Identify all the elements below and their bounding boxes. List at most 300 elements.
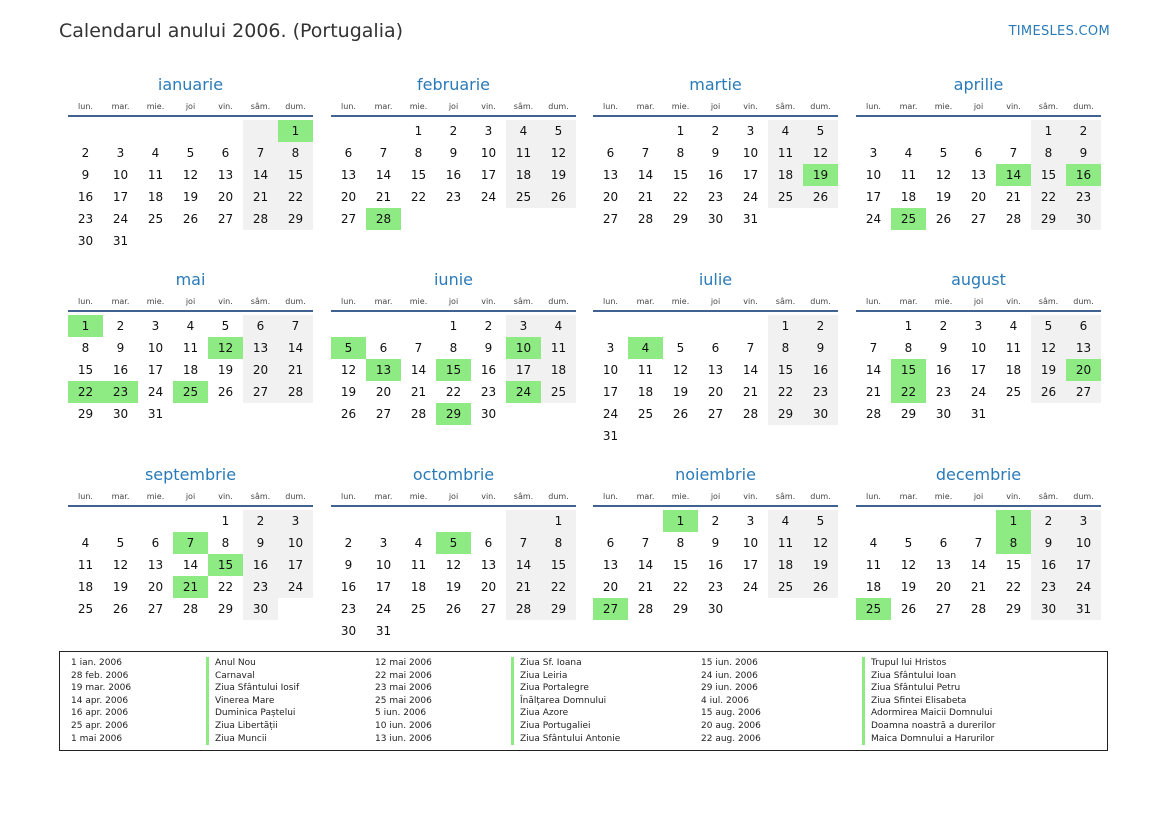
day-cell: 11	[900, 168, 917, 182]
day-cell: 3	[379, 536, 388, 550]
day-grid	[331, 120, 576, 230]
day-cell: 30	[1031, 598, 1066, 620]
month-name: iunie	[433, 270, 473, 289]
day-cell: 19	[672, 385, 689, 399]
weekday-label: vin.	[481, 491, 496, 501]
legend-date: 28 feb. 2006	[71, 670, 129, 681]
weekday-label: lun.	[866, 296, 881, 306]
day-cell: 8	[414, 146, 423, 160]
legend-name-column	[206, 657, 299, 745]
day-cell: 26	[1031, 381, 1066, 403]
empty-cell	[926, 510, 961, 532]
weekday-label: mar.	[111, 101, 130, 111]
month-name: ianuarie	[157, 75, 224, 94]
brand-link[interactable]: TIMESLES.COM	[1008, 24, 1110, 39]
empty-cell	[401, 315, 436, 337]
day-cell: 13	[480, 558, 497, 572]
day-cell: 15	[672, 168, 689, 182]
day-cell: 9	[484, 341, 493, 355]
day-cell: 3	[151, 319, 160, 333]
day-cell: 18	[865, 580, 882, 594]
empty-cell	[103, 120, 138, 142]
month-iulie	[593, 268, 838, 447]
empty-cell	[243, 120, 278, 142]
empty-cell	[891, 120, 926, 142]
day-cell: 30	[707, 602, 724, 616]
day-cell: 20	[707, 385, 724, 399]
empty-cell	[138, 120, 173, 142]
day-cell: 18	[77, 580, 94, 594]
day-cell: 23	[480, 385, 497, 399]
empty-cell	[366, 510, 401, 532]
weekday-label: joi	[710, 101, 721, 111]
weekday-label: sâm.	[1038, 491, 1059, 501]
weekday-label: vin.	[218, 491, 233, 501]
weekday-label: joi	[973, 491, 984, 501]
day-cell: 7	[243, 142, 278, 164]
day-cell: 11	[506, 142, 541, 164]
day-cell: 30	[243, 598, 278, 620]
empty-cell	[138, 510, 173, 532]
day-cell: 24	[742, 190, 759, 204]
empty-cell	[401, 510, 436, 532]
weekday-label: dum.	[810, 491, 831, 501]
legend-name-column	[862, 657, 996, 745]
day-cell: 12	[541, 142, 576, 164]
legend-holiday-name: Maica Domnului a Harurilor	[862, 733, 996, 746]
day-cell: 19	[900, 580, 917, 594]
day-cell: 25	[147, 212, 164, 226]
day-cell: 3	[746, 124, 755, 138]
day-cell: 9	[81, 168, 90, 182]
day-cell: 15	[1031, 164, 1066, 186]
weekday-label: sâm.	[1038, 296, 1059, 306]
weekday-header	[856, 487, 1101, 507]
day-cell: 28	[637, 212, 654, 226]
day-cell: 12	[445, 558, 462, 572]
weekday-label: mar.	[899, 491, 918, 501]
empty-cell	[961, 120, 996, 142]
weekday-label: vin.	[743, 296, 758, 306]
day-cell: 26	[340, 407, 357, 421]
legend-date: 12 mai 2006	[375, 658, 432, 668]
day-cell: 15	[768, 359, 803, 381]
day-grid	[331, 510, 576, 642]
legend-holiday-name: Anul Nou	[206, 657, 299, 670]
weekday-label: mie.	[671, 491, 690, 501]
day-cell: 23	[1066, 186, 1101, 208]
day-cell: 28	[410, 407, 427, 421]
weekday-label: lun.	[78, 296, 93, 306]
weekday-label: mie.	[671, 296, 690, 306]
holiday-day-cell: 1	[278, 120, 313, 142]
day-cell: 4	[151, 146, 160, 160]
empty-cell	[331, 315, 366, 337]
holiday-day-cell: 15	[891, 359, 926, 381]
day-cell: 4	[1009, 319, 1018, 333]
legend-date: 1 ian. 2006	[71, 658, 122, 668]
day-cell: 18	[182, 363, 199, 377]
empty-cell	[733, 315, 768, 337]
holiday-day-cell: 22	[891, 381, 926, 403]
empty-cell	[471, 510, 506, 532]
holiday-day-cell: 16	[1066, 164, 1101, 186]
weekday-label: mar.	[636, 296, 655, 306]
month-martie	[593, 73, 838, 230]
holiday-day-cell: 10	[506, 337, 541, 359]
day-cell: 31	[1066, 598, 1101, 620]
weekday-label: vin.	[218, 296, 233, 306]
weekday-label: mie.	[934, 101, 953, 111]
holiday-day-cell: 1	[996, 510, 1031, 532]
day-cell: 4	[869, 536, 878, 550]
day-cell: 19	[182, 190, 199, 204]
holiday-day-cell: 27	[593, 598, 628, 620]
month-name: iulie	[698, 270, 733, 289]
day-cell: 24	[112, 212, 129, 226]
day-cell: 18	[410, 580, 427, 594]
weekday-label: lun.	[603, 491, 618, 501]
day-cell: 28	[506, 598, 541, 620]
day-grid	[68, 510, 313, 620]
day-cell: 9	[243, 532, 278, 554]
weekday-label: lun.	[866, 101, 881, 111]
weekday-label: mar.	[374, 491, 393, 501]
empty-cell	[68, 510, 103, 532]
legend-date: 4 iul. 2006	[701, 695, 749, 706]
day-cell: 13	[217, 168, 234, 182]
day-cell: 7	[1009, 146, 1018, 160]
day-cell: 10	[602, 363, 619, 377]
day-cell: 16	[935, 363, 952, 377]
day-cell: 6	[151, 536, 160, 550]
legend-date: 19 mar. 2006	[71, 683, 132, 694]
day-cell: 4	[506, 120, 541, 142]
day-grid	[331, 315, 576, 425]
legend-date: 15 aug. 2006	[701, 708, 761, 719]
day-cell: 6	[379, 341, 388, 355]
day-cell: 13	[1066, 337, 1101, 359]
legend-date: 22 mai 2006	[375, 670, 432, 681]
day-cell: 25	[410, 602, 427, 616]
empty-cell	[926, 120, 961, 142]
holiday-day-cell: 28	[366, 208, 401, 230]
day-cell: 22	[445, 385, 462, 399]
day-cell: 4	[186, 319, 195, 333]
holiday-day-cell: 7	[173, 532, 208, 554]
day-cell: 7	[506, 532, 541, 554]
day-cell: 29	[900, 407, 917, 421]
day-cell: 28	[637, 602, 654, 616]
holiday-day-cell: 15	[436, 359, 471, 381]
day-cell: 15	[1005, 558, 1022, 572]
day-cell: 5	[676, 341, 685, 355]
day-cell: 25	[541, 381, 576, 403]
day-cell: 14	[410, 363, 427, 377]
day-cell: 25	[77, 602, 94, 616]
weekday-label: lun.	[866, 491, 881, 501]
month-mai	[68, 268, 313, 425]
month-noiembrie	[593, 463, 838, 620]
day-cell: 4	[414, 536, 423, 550]
weekday-label: mie.	[671, 101, 690, 111]
weekday-label: dum.	[285, 296, 306, 306]
holiday-day-cell: 20	[1066, 359, 1101, 381]
empty-cell	[593, 315, 628, 337]
day-cell: 20	[340, 190, 357, 204]
day-cell: 18	[506, 164, 541, 186]
day-cell: 5	[1031, 315, 1066, 337]
empty-cell	[366, 120, 401, 142]
day-cell: 25	[768, 186, 803, 208]
day-cell: 18	[768, 554, 803, 576]
weekday-label: vin.	[218, 101, 233, 111]
day-cell: 26	[900, 602, 917, 616]
day-cell: 17	[112, 190, 129, 204]
day-cell: 29	[77, 407, 94, 421]
day-cell: 16	[243, 554, 278, 576]
day-cell: 21	[410, 385, 427, 399]
holiday-day-cell: 1	[663, 510, 698, 532]
day-cell: 28	[1005, 212, 1022, 226]
day-cell: 21	[742, 385, 759, 399]
legend-date: 10 iun. 2006	[375, 720, 432, 731]
day-cell: 26	[803, 576, 838, 598]
day-cell: 16	[77, 190, 94, 204]
day-cell: 22	[410, 190, 427, 204]
day-cell: 24	[1066, 576, 1101, 598]
day-cell: 29	[1005, 602, 1022, 616]
weekday-header	[331, 487, 576, 507]
month-name: august	[951, 270, 1006, 289]
month-name: octombrie	[412, 465, 495, 484]
day-cell: 12	[900, 558, 917, 572]
day-cell: 20	[480, 580, 497, 594]
day-cell: 28	[865, 407, 882, 421]
day-cell: 20	[935, 580, 952, 594]
day-cell: 7	[974, 536, 983, 550]
day-cell: 12	[672, 363, 689, 377]
day-cell: 27	[602, 212, 619, 226]
holiday-day-cell: 29	[436, 403, 471, 425]
day-cell: 14	[637, 558, 654, 572]
weekday-header	[593, 97, 838, 117]
day-cell: 7	[278, 315, 313, 337]
weekday-label: mie.	[934, 296, 953, 306]
day-cell: 6	[243, 315, 278, 337]
month-iunie	[331, 268, 576, 425]
day-cell: 2	[449, 124, 458, 138]
day-cell: 11	[768, 142, 803, 164]
weekday-label: mie.	[146, 101, 165, 111]
day-cell: 10	[865, 168, 882, 182]
weekday-label: sâm.	[250, 296, 271, 306]
holiday-day-cell: 13	[366, 359, 401, 381]
weekday-header	[68, 292, 313, 312]
legend-date: 24 iun. 2006	[701, 670, 758, 681]
day-cell: 3	[1066, 510, 1101, 532]
day-cell: 20	[970, 190, 987, 204]
weekday-header	[593, 292, 838, 312]
day-cell: 26	[112, 602, 129, 616]
holiday-day-cell: 4	[628, 337, 663, 359]
day-cell: 16	[480, 363, 497, 377]
weekday-label: lun.	[341, 101, 356, 111]
day-cell: 6	[606, 536, 615, 550]
day-cell: 2	[484, 319, 493, 333]
legend-holiday-name: Ziua Sfântului Iosif	[206, 682, 299, 695]
day-cell: 17	[147, 363, 164, 377]
day-cell: 4	[768, 120, 803, 142]
day-cell: 19	[340, 385, 357, 399]
day-cell: 11	[541, 337, 576, 359]
legend-date-column	[701, 657, 761, 745]
day-cell: 21	[243, 186, 278, 208]
day-cell: 18	[541, 359, 576, 381]
weekday-header	[856, 97, 1101, 117]
day-cell: 1	[449, 319, 458, 333]
day-cell: 29	[672, 602, 689, 616]
day-cell: 28	[243, 208, 278, 230]
day-cell: 15	[541, 554, 576, 576]
weekday-label: lun.	[78, 491, 93, 501]
day-cell: 24	[742, 580, 759, 594]
day-cell: 25	[768, 576, 803, 598]
holiday-day-cell: 21	[173, 576, 208, 598]
empty-cell	[856, 120, 891, 142]
day-grid	[593, 120, 838, 230]
day-cell: 9	[803, 337, 838, 359]
day-cell: 11	[147, 168, 164, 182]
day-cell: 12	[182, 168, 199, 182]
legend-date-column	[375, 657, 432, 745]
weekday-label: dum.	[285, 101, 306, 111]
day-cell: 22	[1005, 580, 1022, 594]
weekday-label: mie.	[409, 101, 428, 111]
day-cell: 23	[935, 385, 952, 399]
day-cell: 13	[602, 168, 619, 182]
day-cell: 23	[707, 190, 724, 204]
day-cell: 22	[768, 381, 803, 403]
day-cell: 29	[672, 212, 689, 226]
day-grid	[593, 315, 838, 447]
weekday-label: joi	[710, 296, 721, 306]
day-cell: 11	[768, 532, 803, 554]
legend-holiday-name: Ziua Azore	[511, 707, 620, 720]
day-cell: 1	[1031, 120, 1066, 142]
day-cell: 23	[1031, 576, 1066, 598]
day-cell: 2	[939, 319, 948, 333]
weekday-label: sâm.	[513, 296, 534, 306]
legend-holiday-name: Ziua Sfântului Antonie	[511, 733, 620, 746]
day-cell: 13	[935, 558, 952, 572]
empty-cell	[628, 510, 663, 532]
day-cell: 31	[602, 429, 619, 443]
day-cell: 10	[480, 146, 497, 160]
holiday-day-cell: 22	[68, 381, 103, 403]
day-cell: 30	[935, 407, 952, 421]
weekday-label: dum.	[548, 296, 569, 306]
day-cell: 14	[182, 558, 199, 572]
day-cell: 14	[637, 168, 654, 182]
day-cell: 22	[541, 576, 576, 598]
holiday-day-cell: 25	[856, 598, 891, 620]
day-cell: 6	[939, 536, 948, 550]
day-cell: 24	[865, 212, 882, 226]
weekday-label: sâm.	[513, 101, 534, 111]
legend-holiday-name: Vinerea Mare	[206, 695, 299, 708]
day-cell: 18	[147, 190, 164, 204]
holiday-day-cell: 24	[506, 381, 541, 403]
day-cell: 21	[278, 359, 313, 381]
day-cell: 17	[480, 168, 497, 182]
day-grid	[856, 510, 1101, 620]
day-cell: 13	[147, 558, 164, 572]
day-cell: 16	[445, 168, 462, 182]
day-cell: 23	[243, 576, 278, 598]
day-cell: 22	[672, 580, 689, 594]
day-cell: 27	[1066, 381, 1101, 403]
empty-cell	[436, 510, 471, 532]
legend-date: 20 aug. 2006	[701, 720, 761, 731]
weekday-label: mie.	[409, 491, 428, 501]
day-cell: 1	[221, 514, 230, 528]
day-cell: 30	[112, 407, 129, 421]
empty-cell	[103, 510, 138, 532]
day-cell: 27	[935, 602, 952, 616]
holiday-day-cell: 12	[208, 337, 243, 359]
weekday-header	[593, 487, 838, 507]
day-cell: 21	[1005, 190, 1022, 204]
day-cell: 5	[803, 120, 838, 142]
day-cell: 27	[480, 602, 497, 616]
day-cell: 5	[186, 146, 195, 160]
day-cell: 17	[602, 385, 619, 399]
legend-holiday-name: Ziua Muncii	[206, 733, 299, 746]
day-cell: 3	[278, 510, 313, 532]
weekday-header	[856, 292, 1101, 312]
weekday-label: mie.	[934, 491, 953, 501]
day-cell: 13	[602, 558, 619, 572]
weekday-label: vin.	[481, 296, 496, 306]
day-cell: 10	[112, 168, 129, 182]
day-cell: 20	[375, 385, 392, 399]
day-cell: 28	[970, 602, 987, 616]
holiday-day-cell: 14	[996, 164, 1031, 186]
empty-cell	[593, 510, 628, 532]
day-cell: 14	[865, 363, 882, 377]
day-cell: 25	[1005, 385, 1022, 399]
day-cell: 30	[77, 234, 94, 248]
day-cell: 5	[803, 510, 838, 532]
weekday-label: dum.	[810, 101, 831, 111]
holiday-day-cell: 1	[68, 315, 103, 337]
weekday-label: lun.	[603, 296, 618, 306]
day-cell: 7	[641, 536, 650, 550]
day-cell: 22	[278, 186, 313, 208]
day-cell: 20	[602, 190, 619, 204]
day-cell: 2	[711, 124, 720, 138]
day-cell: 18	[900, 190, 917, 204]
day-cell: 23	[445, 190, 462, 204]
day-cell: 3	[974, 319, 983, 333]
weekday-label: mar.	[374, 101, 393, 111]
weekday-label: joi	[710, 491, 721, 501]
day-cell: 23	[340, 602, 357, 616]
weekday-label: vin.	[743, 101, 758, 111]
day-cell: 2	[803, 315, 838, 337]
day-cell: 3	[869, 146, 878, 160]
